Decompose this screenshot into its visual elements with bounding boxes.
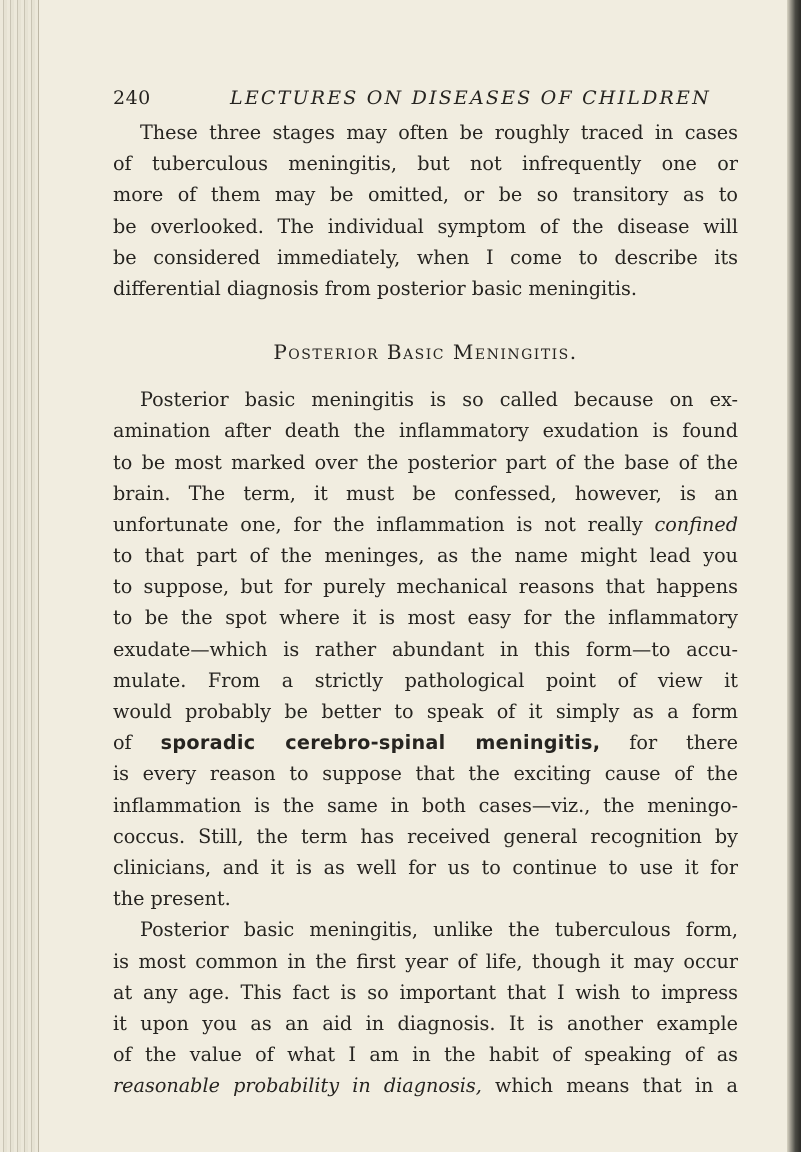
text-line: Posterior basic meningitis, unlike the tuberculous form, [140,918,738,942]
paragraph-3 [113,914,738,1101]
text-line [113,509,738,540]
text-line: of tuberculous meningitis, but not infrequently one or [113,152,738,176]
text-line [113,1070,738,1101]
text-run: of [113,731,161,755]
text-line: of the value of what I am in the habit of speaking of as [113,1043,738,1067]
text-line: to be the spot where it is most easy for the inflammatory [113,606,738,630]
text-line: amination after death the inflammatory exudation is found [113,419,738,443]
bold-emphasis: sporadic cerebro-spinal meningitis, [160,731,601,755]
text-line: it upon you as an aid in diagnosis. It is another example [113,1011,738,1035]
text-line: more of them may be omitted, or be so transitory as to [113,183,738,207]
text-line: These three stages may often be roughly traced in cases [140,121,738,144]
paragraph-1 [113,117,738,304]
italic-emphasis: reasonable probability in diagnosis, [113,1074,482,1098]
text-line: to suppose, but for purely mechanical reasons that happens [113,575,738,599]
text-line: at any age. This fact is so important that I wish to impress [113,980,738,1004]
italic-emphasis: confined [654,512,738,536]
page-header [113,84,713,112]
text-line: is every reason to suppose that the exciting cause of the [113,762,738,786]
text-line: the present. [113,887,231,911]
page-number: 240 [113,87,151,109]
page-binding-shadow-right [787,0,801,1152]
text-line: Posterior basic meningitis is so called because on ex- [140,388,738,412]
running-head: LECTURES ON DISEASES OF CHILDREN [230,87,711,109]
text-line: is most common in the first year of life, though it may occur [113,949,738,973]
text-line: would probably be better to speak of it simply as a form [113,700,738,723]
body-text [113,117,738,1101]
text-line [113,727,738,758]
text-line: be considered immediately, when I come to describe its [113,245,738,269]
text-line: exudate—which is rather abundant in this form—to accu- [113,637,738,661]
text-line: clinicians, and it is as well for us to continue to use it for [113,855,738,879]
text-run: for there [600,731,738,755]
text-line: differential diagnosis from posterior basic meningitis. [113,276,637,300]
text-line: inflammation is the same in both cases—viz., the meningo- [113,793,738,817]
text-line: to that part of the meninges, as the name might lead you [113,544,738,568]
text-line: brain. The term, it must be confessed, however, is an [113,481,738,505]
paragraph-2 [113,384,738,914]
text-line: coccus. Still, the term has received general recognition by [113,824,738,848]
text-line: mulate. From a strictly pathological point of view it [113,668,738,692]
page-stack-edge-left [0,0,39,1152]
section-heading: Posterior Basic Meningitis. [273,340,578,365]
text-line: be overlooked. The individual symptom of the disease will [113,214,738,238]
text-run: which means that in a [481,1074,738,1098]
text-run: unfortunate one, for the inflammation is not really [113,512,655,536]
text-line: to be most marked over the posterior part of the base of the [113,450,738,474]
